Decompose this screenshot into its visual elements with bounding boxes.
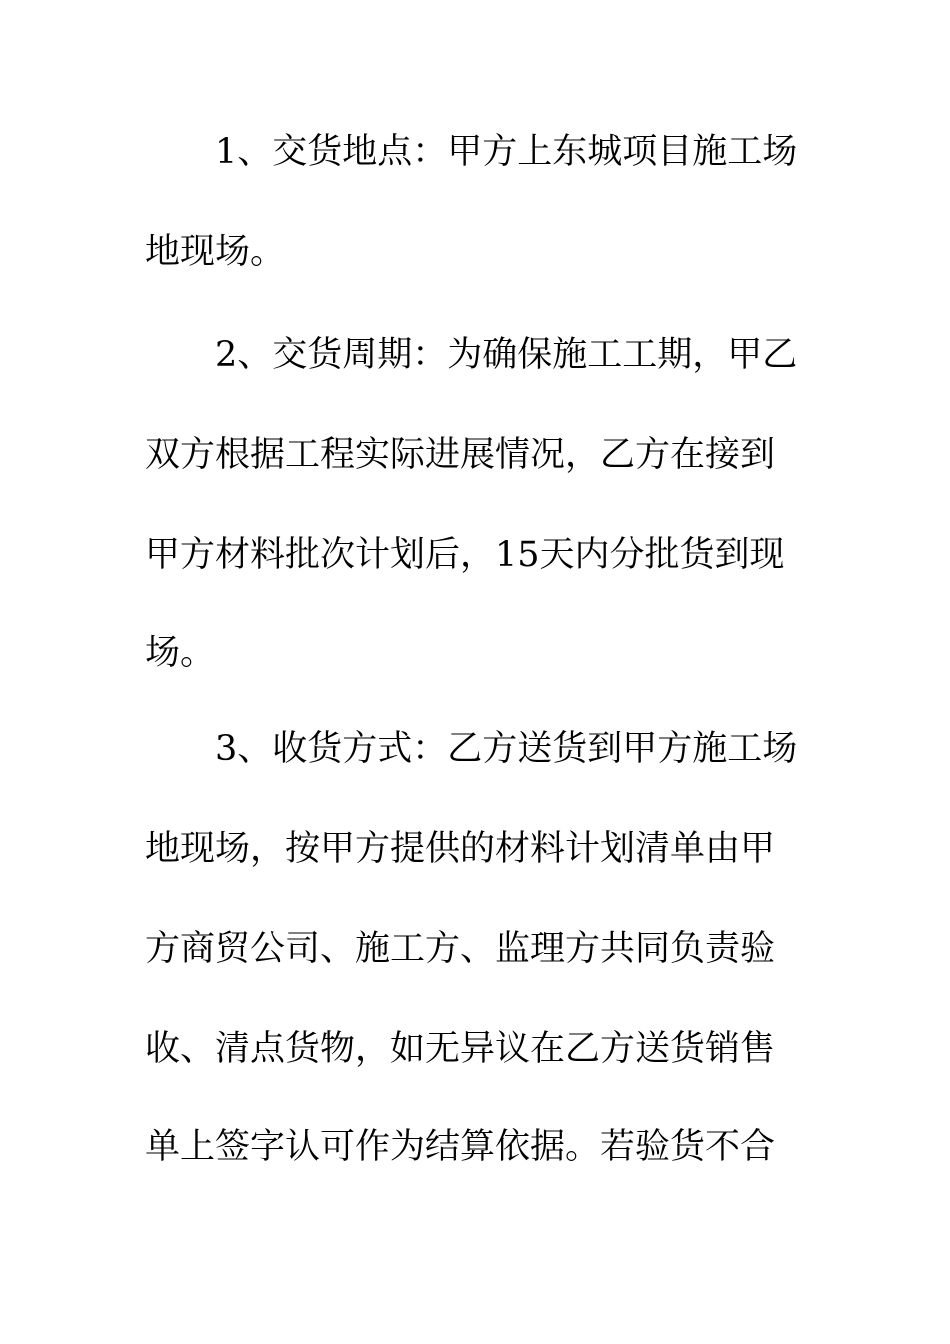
clause-2-line-1: 2、交货周期：为确保施工工期，甲乙 (215, 335, 798, 375)
clause-3-line-5: 单上签字认可作为结算依据。若验货不合 (145, 1127, 776, 1167)
clause-3-line-1: 3、收货方式：乙方送货到甲方施工场 (215, 729, 798, 769)
clause-2-line-4: 场。 (145, 633, 216, 673)
clause-2-line-2: 双方根据工程实际进展情况，乙方在接到 (145, 435, 776, 475)
clause-3-line-4: 收、清点货物，如无异议在乙方送货销售 (145, 1029, 776, 1069)
clause-3-line-3: 方商贸公司、施工方、监理方共同负责验 (145, 929, 776, 969)
clause-1-line-1: 1、交货地点：甲方上东城项目施工场 (215, 132, 798, 172)
clause-3-line-2: 地现场，按甲方提供的材料计划清单由甲 (145, 829, 776, 869)
clause-1-line-2: 地现场。 (145, 232, 286, 272)
clause-2-line-3: 甲方材料批次计划后，15天内分批货到现 (145, 535, 785, 575)
